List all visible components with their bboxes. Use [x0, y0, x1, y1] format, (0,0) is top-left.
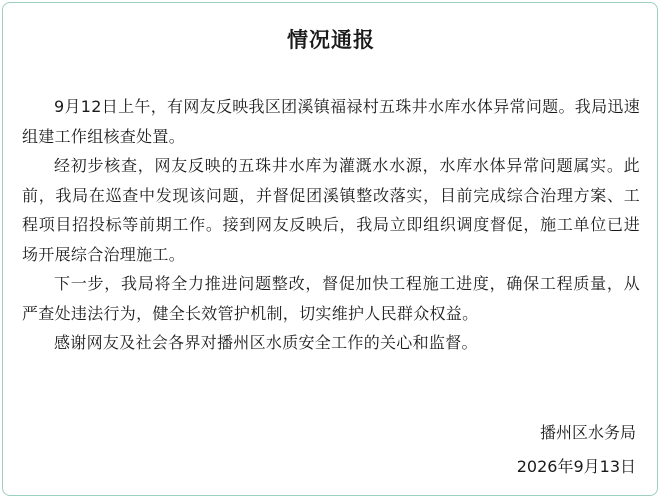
paragraph-thanks: 感谢网友及社会各界对播州区水质安全工作的关心和监督。 — [54, 333, 478, 352]
notice-body — [22, 92, 640, 358]
paragraph-verification: 经初步核查，网友反映的五珠井水库为灌溉水水源，水库水体异常问题属实。此前，我局在巡查中发现该问题，并督促团溪镇整改落实，目前完成综合治理方案、工程项目招投标等前期工作。接到网友反映后，我局立即组织调度督促，施工单位已进场开展综合治理施工。 — [22, 156, 640, 264]
issue-date: 2026年9月13日 — [516, 457, 636, 476]
paragraph-next-steps: 下一步，我局将全力推进问题整改，督促加快工程施工进度，确保工程质量，从严查处违法行为，健全长效管护机制，切实维护人民群众权益。 — [22, 274, 640, 323]
notice-title: 情况通报 — [287, 28, 375, 52]
issuing-organization: 播州区水务局 — [539, 423, 636, 442]
paragraph-report: 9月12日上午，有网友反映我区团溪镇福禄村五珠井水库水体异常问题。我局迅速组建工作组核查处置。 — [22, 97, 640, 146]
